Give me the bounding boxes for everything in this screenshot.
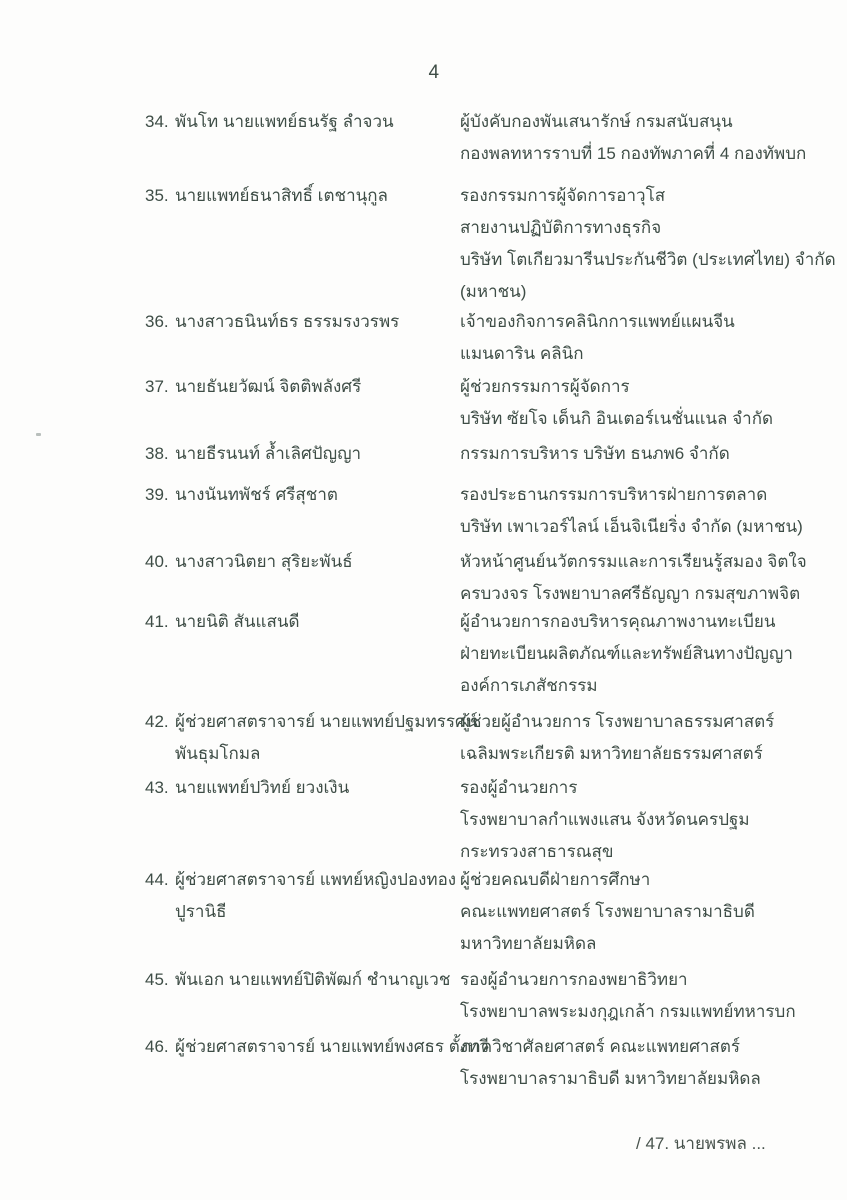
entry-position-line: รองกรรมการผู้จัดการอาวุโส (460, 186, 666, 205)
entry-number: 43. (145, 778, 169, 797)
entry-name-line: ผู้ช่วยศาสตราจารย์ นายแพทย์พงศธร ตั้งทวี (175, 1037, 489, 1056)
entry-name-line: นายธันยวัฒน์ จิตติพลังศรี (175, 377, 362, 396)
entry-number: 35. (145, 186, 169, 205)
entry-number: 36. (145, 312, 169, 331)
entry-position-line: โรงพยาบาลกำแพงแสน จังหวัดนครปฐม (460, 810, 750, 829)
entry-name (175, 106, 475, 138)
entry-name (175, 1031, 489, 1063)
entry-position-line: ผู้ช่วยกรรมการผู้จัดการ (460, 377, 630, 396)
entry-position-line: บริษัท ซัยโจ เด็นกิ อินเตอร์เนชั่นแนล จำกัด (460, 409, 774, 428)
entry-name (175, 438, 475, 470)
entry-position-line: กรรมการบริหาร บริษัท ธนภพ6 จำกัด (460, 444, 730, 463)
entry-position (460, 438, 820, 470)
entry-name (175, 964, 475, 996)
entry-number: 42. (145, 712, 169, 731)
entry-name (175, 706, 478, 770)
entry-position (460, 106, 820, 170)
entry-position-line: ภาควิชาศัลยศาสตร์ คณะแพทยศาสตร์ (460, 1037, 741, 1056)
entry-position (460, 180, 836, 308)
entry-number: 38. (145, 444, 169, 463)
entry-position (460, 772, 820, 868)
entry-number: 44. (145, 870, 169, 889)
entry-position (460, 371, 820, 435)
entry-number: 40. (145, 552, 169, 571)
entry-position (460, 606, 820, 702)
entry-position-line: ผู้อำนวยการกองบริหารคุณภาพงานทะเบียน (460, 612, 776, 631)
entry-position-line: รองผู้อำนวยการกองพยาธิวิทยา (460, 970, 688, 989)
entry-number: 34. (145, 112, 169, 131)
entry-name-line: นายแพทย์ปวิทย์ ยวงเงิน (175, 778, 350, 797)
entry-name (175, 546, 475, 578)
continuation-note: / 47. นายพรพล ... (636, 1134, 766, 1153)
entry-name (175, 371, 475, 403)
entry-number: 39. (145, 485, 169, 504)
entry-position-line: โรงพยาบาลพระมงกุฎเกล้า กรมแพทย์ทหารบก (460, 1002, 796, 1021)
entry-name (175, 479, 475, 511)
entry-position (460, 1031, 820, 1095)
entry-name-line: พันธุมโกมล (175, 744, 261, 763)
entry-position (460, 306, 820, 370)
entry-position-line: มหาวิทยาลัยมหิดล (460, 934, 597, 953)
entry-name (175, 864, 475, 928)
entry-position-line: รองประธานกรรมการบริหารฝ่ายการตลาด (460, 485, 768, 504)
entry-name-line: นายแพทย์ธนาสิทธิ์ เตชานุกูล (175, 186, 388, 205)
page-number: 4 (428, 62, 440, 83)
entry-name-line: นายธีรนนท์ ล้ำเลิศปัญญา (175, 444, 362, 463)
entry-name-line: นายนิติ สันแสนดี (175, 612, 300, 631)
entry-position-line: ครบวงจร โรงพยาบาลศรีธัญญา กรมสุขภาพจิต (460, 584, 801, 603)
entry-position-line: โรงพยาบาลรามาธิบดี มหาวิทยาลัยมหิดล (460, 1069, 761, 1088)
entry-position-line: เฉลิมพระเกียรติ มหาวิทยาลัยธรรมศาสตร์ (460, 744, 763, 763)
entry-number: 41. (145, 612, 169, 631)
entry-position-line: คณะแพทยศาสตร์ โรงพยาบาลรามาธิบดี (460, 902, 755, 921)
entry-position-line: แมนดาริน คลินิก (460, 344, 584, 363)
entry-position (460, 479, 820, 543)
entry-number: 46. (145, 1037, 169, 1056)
entry-name-line: ปูรานิธี (175, 902, 227, 921)
entry-name (175, 606, 475, 638)
entry-position-line: องค์การเภสัชกรรม (460, 676, 598, 695)
entry-name-line: พันโท นายแพทย์ธนรัฐ ลำจวน (175, 112, 394, 131)
entry-position-line: ผู้บังคับกองพันเสนารักษ์ กรมสนับสนุน (460, 112, 733, 131)
entry-number: 37. (145, 377, 169, 396)
entry-position-line: บริษัท เพาเวอร์ไลน์ เอ็นจิเนียริ่ง จำกัด (มหาชน) (460, 517, 803, 536)
entry-position (460, 864, 820, 960)
entry-number: 45. (145, 970, 169, 989)
entry-position-line: เจ้าของกิจการคลินิกการแพทย์แผนจีน (460, 312, 735, 331)
entry-position-line: กองพลทหารราบที่ 15 กองทัพภาคที่ 4 กองทัพบก (460, 144, 807, 163)
entry-position (460, 546, 820, 610)
entry-position (460, 964, 820, 1028)
entry-position-line: กระทรวงสาธารณสุข (460, 842, 614, 861)
entry-position-line: สายงานปฏิบัติการทางธุรกิจ (460, 218, 662, 237)
entry-position-line: ผู้ช่วยผู้อำนวยการ โรงพยาบาลธรรมศาสตร์ (460, 712, 775, 731)
entry-name-line: นางสาวธนินท์ธร ธรรมรงวรพร (175, 312, 400, 331)
entry-position-line: รองผู้อำนวยการ (460, 778, 578, 797)
entry-position-line: (มหาชน) (460, 282, 527, 301)
scan-artifact (36, 433, 41, 436)
entry-position-line: หัวหน้าศูนย์นวัตกรรมและการเรียนรู้สมอง จิตใจ (460, 552, 807, 571)
entry-name (175, 180, 475, 212)
entry-position (460, 706, 820, 770)
entry-position-line: ผู้ช่วยคณบดีฝ่ายการศึกษา (460, 870, 651, 889)
entry-position-line: บริษัท โตเกียวมารีนประกันชีวิต (ประเทศไทย) จำกัด (460, 250, 836, 269)
entry-name (175, 306, 475, 338)
entry-position-line: ฝ่ายทะเบียนผลิตภัณฑ์และทรัพย์สินทางปัญญา (460, 644, 793, 663)
entry-name-line: นางสาวนิตยา สุริยะพันธ์ (175, 552, 353, 571)
entry-name-line: ผู้ช่วยศาสตราจารย์ นายแพทย์ปฐมทรรศน์ (175, 712, 478, 731)
entry-name-line: ผู้ช่วยศาสตราจารย์ แพทย์หญิงปองทอง (175, 870, 457, 889)
entry-name (175, 772, 475, 804)
entry-name-line: พันเอก นายแพทย์ปิติพัฒก์ ชำนาญเวช (175, 970, 451, 989)
entry-name-line: นางนันทพัชร์ ศรีสุชาต (175, 485, 338, 504)
